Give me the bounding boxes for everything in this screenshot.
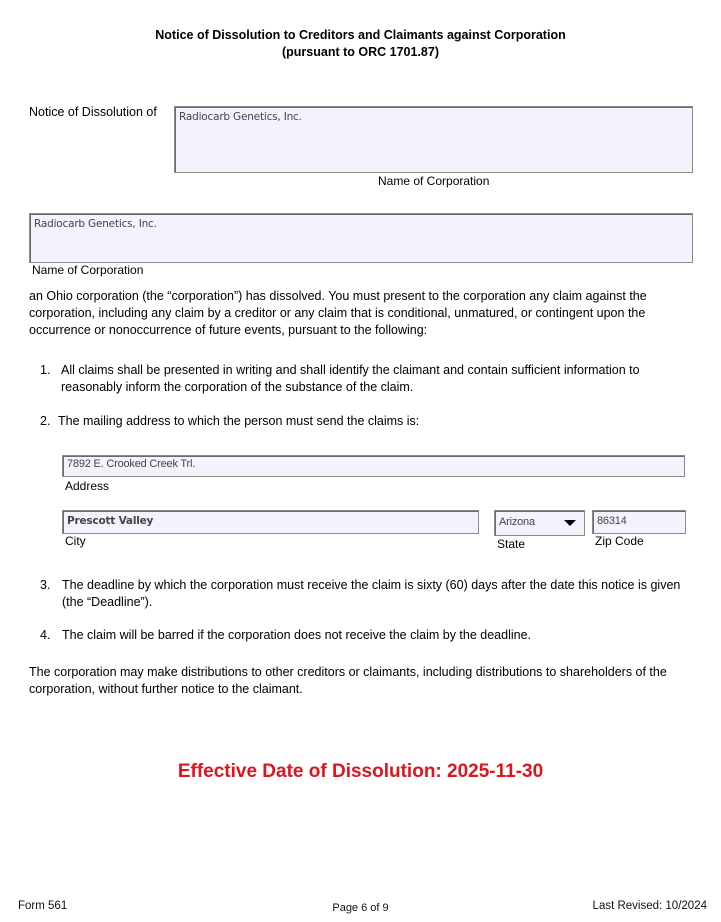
- list-item-text: The claim will be barred if the corporation does not receive the claim by the deadline.: [62, 628, 532, 642]
- city-value: Prescott Valley: [67, 515, 154, 527]
- footer-form-number: Form 561: [18, 900, 68, 912]
- list-item-number: 4.: [40, 628, 51, 642]
- corporation-name-caption-2: Name of Corporation: [32, 263, 144, 277]
- corporation-name-caption-1: Name of Corporation: [378, 174, 490, 188]
- list-item-number: 1.: [40, 363, 51, 377]
- list-item-number: 3.: [40, 578, 51, 592]
- title-line-2: (pursuant to ORC 1701.87): [282, 45, 439, 59]
- effective-date-banner: Effective Date of Dissolution: 2025-11-30: [177, 761, 544, 782]
- corporation-name-field-2[interactable]: [29, 213, 693, 263]
- street-address-field[interactable]: [62, 455, 685, 477]
- state-value: Arizona: [499, 516, 535, 528]
- state-caption: State: [497, 537, 526, 551]
- notice-of-label: Notice of Dissolution of: [29, 105, 157, 119]
- city-caption: City: [65, 534, 86, 548]
- zip-code-field[interactable]: [592, 510, 686, 534]
- corporation-name-field-1[interactable]: [174, 106, 693, 173]
- intro-paragraph: an Ohio corporation (the “corporation”) has dissolved. You must present to the corporation any claim against the corporation, including any claim by a creditor or any claim that is conditional, unmatured, or contingent upon the occurrence or nonoccurrence of future events, pursuant to the following:: [29, 289, 647, 337]
- list-item-1: [40, 362, 680, 396]
- list-item-number: 2.: [40, 414, 51, 428]
- footer-page-number: Page 6 of 9: [332, 902, 389, 914]
- footer-last-revised: Last Revised: 10/2024: [592, 900, 707, 912]
- document-title: [0, 27, 721, 61]
- list-item-2: [40, 413, 680, 430]
- corporation-name-value-1: Radiocarb Genetics, Inc.: [179, 111, 302, 123]
- city-field[interactable]: [62, 510, 479, 534]
- zip-code-value: 86314: [597, 515, 627, 527]
- title-line-1: Notice of Dissolution to Creditors and Claimants against Corporation: [155, 28, 566, 42]
- list-item-text: The mailing address to which the person must send the claims is:: [58, 414, 420, 428]
- state-select[interactable]: [494, 510, 585, 536]
- chevron-down-icon[interactable]: [564, 520, 576, 526]
- list-item-text: All claims shall be presented in writing and shall identify the claimant and contain sufficient information to reasonably inform the corporation of the substance of the claim.: [61, 363, 640, 394]
- street-address-value: 7892 E. Crooked Creek Trl.: [67, 458, 196, 470]
- zip-code-caption: Zip Code: [595, 534, 644, 548]
- corporation-name-value-2: Radiocarb Genetics, Inc.: [34, 218, 157, 230]
- street-address-caption: Address: [65, 479, 110, 493]
- list-item-text: The deadline by which the corporation must receive the claim is sixty (60) days after the date this notice is given (the “Deadline”).: [62, 578, 681, 609]
- list-item-4: [40, 627, 685, 644]
- list-item-3: [40, 577, 685, 611]
- closing-paragraph: The corporation may make distributions to other creditors or claimants, including distributions to shareholders of the corporation, without further notice to the claimant.: [29, 665, 667, 696]
